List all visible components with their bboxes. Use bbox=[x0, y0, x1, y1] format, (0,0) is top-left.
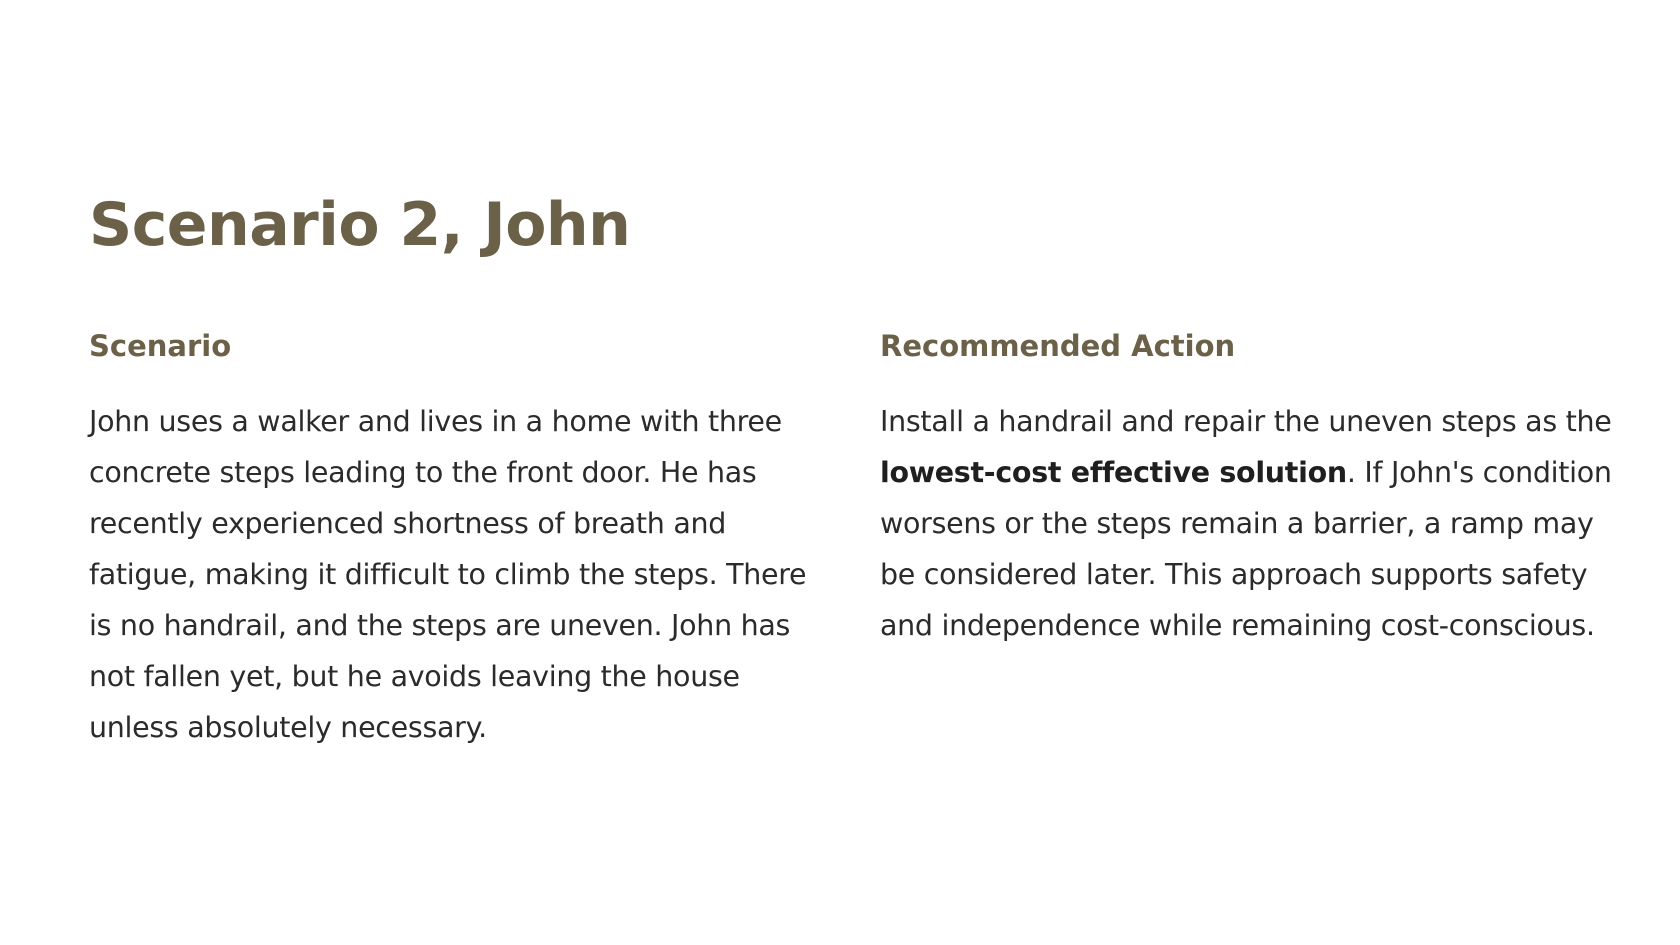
scenario-body: John uses a walker and lives in a home with three concrete steps leading to the front door. He has recently experienced shortness of breath and fatigue, making it difficult to climb the steps. There is no handrail, and the steps are uneven. John has not fallen yet, but he avoids leaving the house unless absolutely necessary. bbox=[89, 405, 807, 744]
recommended-action-column bbox=[880, 326, 1620, 651]
recommended-action-emphasis: lowest-cost effective solution bbox=[880, 456, 1347, 489]
slide-title: Scenario 2, John bbox=[89, 190, 631, 260]
recommended-action-heading: Recommended Action bbox=[880, 329, 1236, 363]
scenario-column bbox=[89, 326, 819, 753]
scenario-heading: Scenario bbox=[89, 329, 232, 363]
recommended-action-body bbox=[880, 396, 1620, 651]
recommended-action-text-start: Install a handrail and repair the uneven steps as the bbox=[880, 405, 1612, 438]
recommended-action-text-end: . If John's condition worsens or the steps remain a barrier, a ramp may be considered later. This approach supports safety and independence while remaining cost-conscious. bbox=[880, 456, 1612, 642]
